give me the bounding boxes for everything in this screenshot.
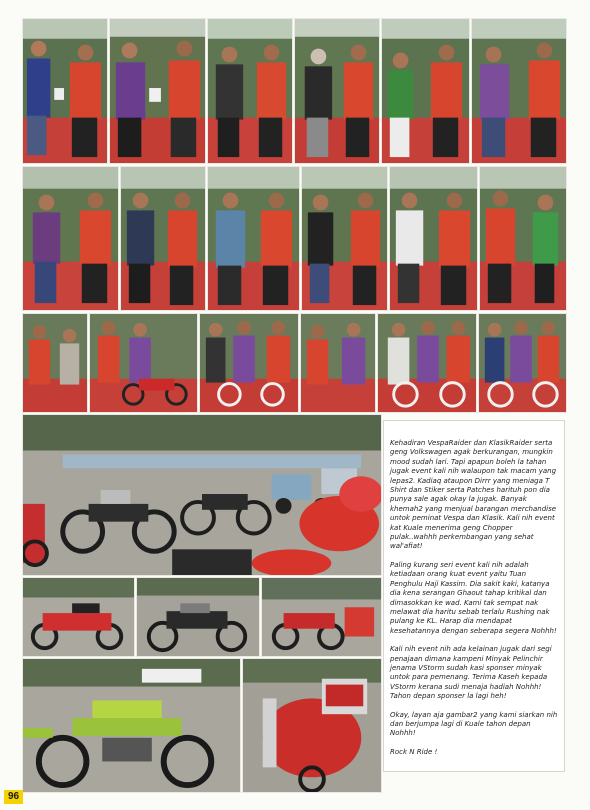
article-signoff: Rock N Ride ! bbox=[390, 747, 438, 756]
article-paragraph: Okay, layan aja gambar2 yang kami siarkan nih dan berjumpa lagi di Kuale tahon depan Nohhh! bbox=[390, 710, 558, 738]
award-photo-11 bbox=[389, 166, 478, 311]
award-photo-5 bbox=[381, 18, 470, 164]
winner-photo-1 bbox=[22, 313, 88, 413]
award-photo-10 bbox=[301, 166, 388, 311]
award-photo-1 bbox=[22, 18, 108, 164]
green-motorcycle-photo bbox=[22, 658, 241, 793]
award-photo-7 bbox=[22, 166, 119, 311]
red-bikes-group-photo bbox=[261, 577, 382, 657]
award-photo-9 bbox=[207, 166, 300, 311]
award-photo-8 bbox=[120, 166, 206, 311]
article-paragraph: Paling kurang seri event kali nih adalah ketiadaan orang kuat event yaitu Tuan Penghulu Haji Kassim. Dia sakit kaki, katanya dia kena serangan Ghaout tahap kritikal dan dimasokkan ke wad. Kami tak sempat nak melawat dia haritu sebab terlalu Rushing nak pulang ke KL. Harap dia mendapat kesehatannya dengan seberapa segera Nohhh! bbox=[390, 560, 557, 635]
award-photo-4 bbox=[294, 18, 380, 164]
winner-photo-5 bbox=[377, 313, 477, 413]
article-paragraph: Kehadiran VespaRaider dan KlasikRaider serta geng Volkswagen agak berkurangan, mungkin mood sudah lari. Tapi apapun boleh la tahan jugak event kali nih walaupon tak macam yang lepas2. Kadiaq ataupon Dirrr yang meniaga T Shirt dan Stiker serta Patches harituh pon dia punya sale agak okay la jugak. Banyak khemah2 yang menjual barangan merchandise untok peminat Vespa dan Klasik. Kali nih event kat Kuale menerima geng Chopper pulak..wahhh perkembangan yang sehat wal'afiat! bbox=[390, 439, 557, 551]
red-scooter-photo bbox=[22, 577, 135, 657]
red-vespa-closeup-photo bbox=[242, 658, 382, 793]
black-classic-bike-photo bbox=[136, 577, 260, 657]
page-number: 96 bbox=[4, 790, 23, 804]
article-paragraph: Kali nih event nih ada kelainan jugak dari segi penajaan dimana kampeni Minyak Pelinchir jenama VStorm sudah kasi sponser minyak untok para pemenang. Terima Kaseh kepada VStorm kerana sudi menaja hadiah Nohhh! Tahon depan sponser la lagi heh! bbox=[390, 645, 552, 701]
award-photo-12 bbox=[479, 166, 567, 311]
award-photo-6 bbox=[471, 18, 567, 164]
winner-photo-4 bbox=[300, 313, 376, 413]
winner-photo-3 bbox=[199, 313, 299, 413]
winner-photo-2 bbox=[89, 313, 198, 413]
article-text-block bbox=[383, 420, 565, 772]
award-photo-3 bbox=[207, 18, 293, 164]
motorcycle-lineup-photo bbox=[22, 414, 382, 576]
award-photo-2 bbox=[109, 18, 206, 164]
winner-photo-6 bbox=[478, 313, 567, 413]
